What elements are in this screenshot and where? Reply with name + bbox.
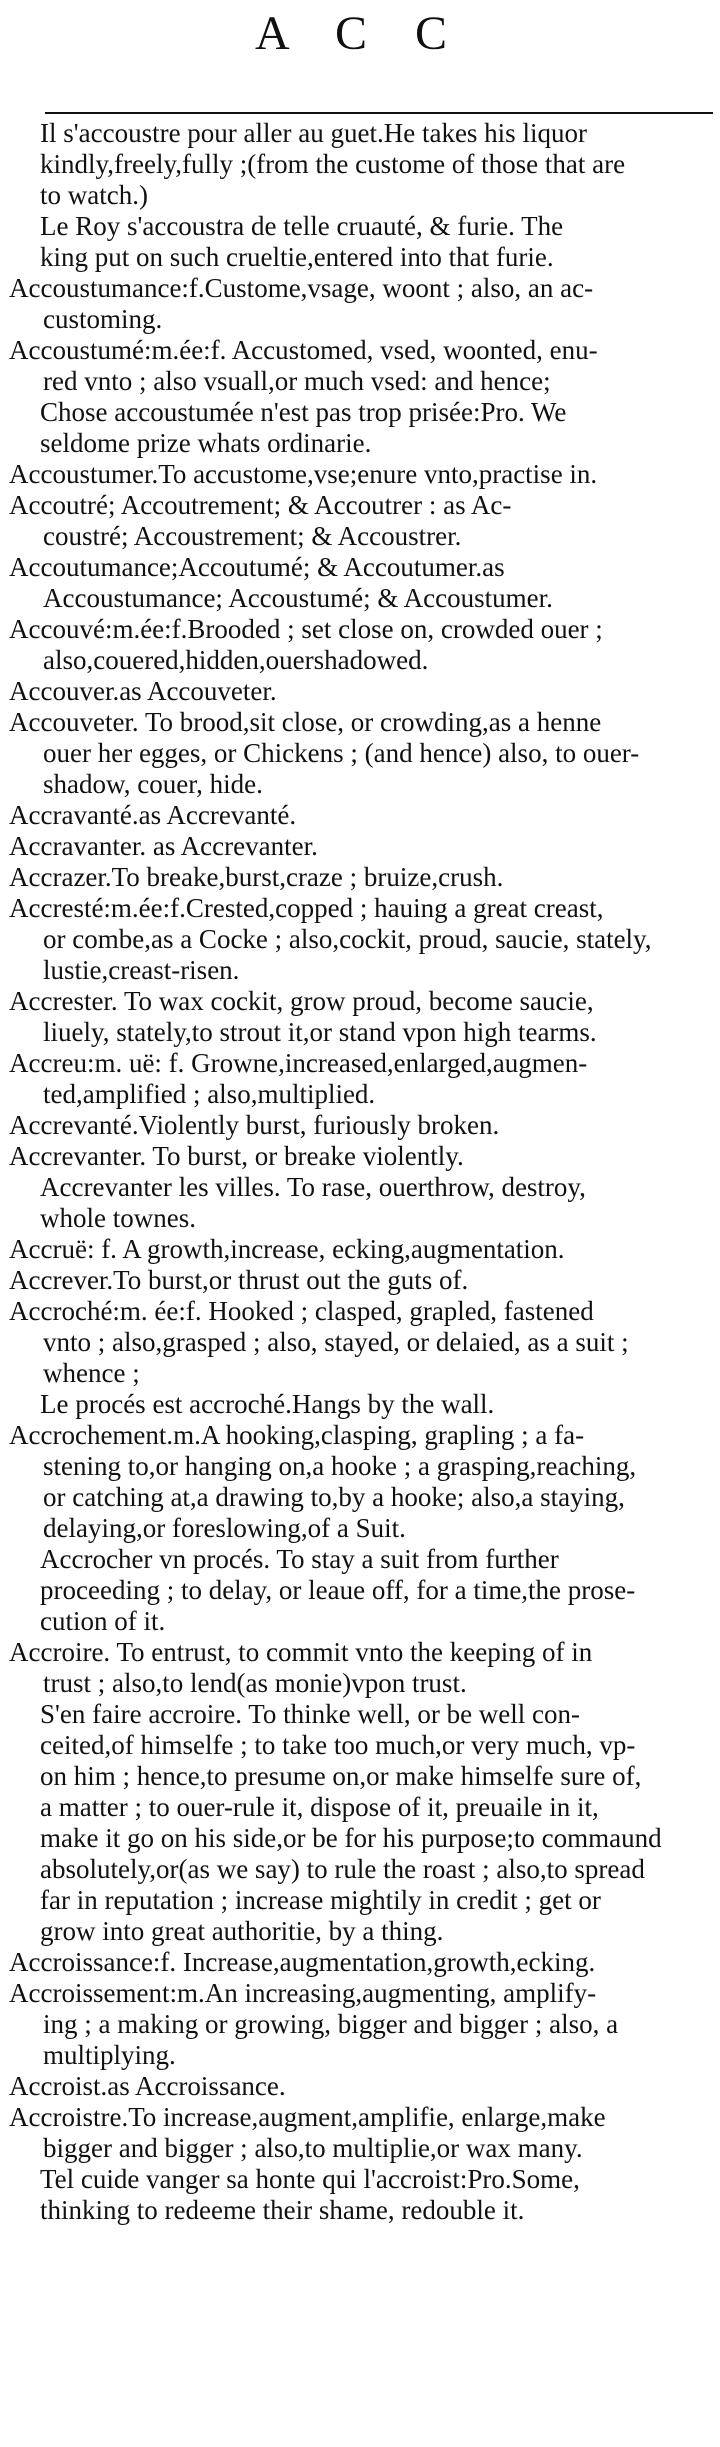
entry-headline: S'en faire accroire. To thinke well, or be well con- [40, 1699, 581, 1729]
entry-continuation: cution of it. [40, 1606, 166, 1636]
entry-headline: Le procés est accroché.Hangs by the wall. [40, 1389, 495, 1419]
entry-headline: Accresté:m.ée:f.Crested,copped ; hauing a great creast, [9, 893, 604, 923]
dictionary-entry [0, 335, 720, 397]
entry-continuation: a matter ; to ouer-rule it, dispose of it, preuaile in it, [40, 1792, 599, 1822]
dictionary-entry [0, 1947, 720, 1978]
sub-entry [0, 1699, 720, 1947]
entry-headline: Accrocher vn procés. To stay a suit from further [40, 1544, 559, 1574]
dictionary-entry [0, 614, 720, 676]
entry-headline: Accrevanter. To burst, or breake violently. [9, 1141, 464, 1171]
entry-headline: Accrazer.To breake,burst,craze ; bruize,crush. [9, 862, 504, 892]
entry-continuation: stening to,or hanging on,a hooke ; a grasping,reaching, [43, 1451, 637, 1481]
entry-headline: Accrochement.m.A hooking,clasping, grapling ; a fa- [9, 1420, 585, 1450]
entry-continuation: or combe,as a Cocke ; also,cockit, proud, saucie, stately, [43, 924, 652, 954]
entry-continuation: ing ; a making or growing, bigger and bigger ; also, a [43, 2009, 619, 2039]
dictionary-entry [0, 676, 720, 707]
dictionary-entry [0, 1048, 720, 1110]
entry-continuation: ceited,of himselfe ; to take too much,or very much, vp- [40, 1730, 636, 1760]
dictionary-entry [0, 831, 720, 862]
entry-headline: Tel cuide vanger sa honte qui l'accroist:Pro.Some, [40, 2164, 580, 2194]
entry-continuation: absolutely,or(as we say) to rule the roast ; also,to spread [40, 1854, 645, 1884]
dictionary-entry [0, 862, 720, 893]
entry-headline: Chose accoustumée n'est pas trop prisée:Pro. We [40, 397, 567, 427]
dictionary-entry [0, 1978, 720, 2071]
entry-headline: Accroissance:f. Increase,augmentation,growth,ecking. [9, 1947, 596, 1977]
entry-headline: Accoutumance;Accoutumé; & Accoutumer.as [9, 552, 505, 582]
entry-continuation: or catching at,a drawing to,by a hooke; also,a staying, [43, 1482, 625, 1512]
entry-continuation: king put on such crueltie,entered into that furie. [40, 242, 554, 272]
sub-entry [0, 2164, 720, 2226]
entry-headline: Accoustumé:m.ée:f. Accustomed, vsed, woonted, enu- [9, 335, 598, 365]
sub-entry [0, 118, 720, 211]
entry-continuation: delaying,or foreslowing,of a Suit. [43, 1513, 406, 1543]
entry-continuation: seldome prize whats ordinarie. [40, 428, 372, 458]
entry-continuation: trust ; also,to lend(as monie)vpon trust. [43, 1668, 467, 1698]
entry-headline: Accroist.as Accroissance. [9, 2071, 286, 2101]
dictionary-entry [0, 552, 720, 614]
entry-continuation: ouer her egges, or Chickens ; (and hence) also, to ouer- [43, 738, 640, 768]
entry-headline: Accouveter. To brood,sit close, or crowding,as a henne [9, 707, 602, 737]
dictionary-entry [0, 490, 720, 552]
sub-entry [0, 1389, 720, 1420]
page-header: A C C [254, 7, 466, 60]
dictionary-entry [0, 1637, 720, 1699]
dictionary-entry [0, 1296, 720, 1389]
entry-headline: Accrester. To wax cockit, grow proud, become saucie, [9, 986, 594, 1016]
entry-continuation: make it go on his side,or be for his purpose;to commaund [40, 1823, 662, 1853]
entry-continuation: liuely, stately,to strout it,or stand vpon high tearms. [43, 1017, 597, 1047]
dictionary-entry [0, 273, 720, 335]
dictionary-entry [0, 459, 720, 490]
entry-continuation: kindly,freely,fully ;(from the custome of those that are [40, 149, 626, 179]
dictionary-entry [0, 986, 720, 1048]
entry-list [0, 118, 720, 2226]
entry-continuation: thinking to redeeme their shame, redouble it. [40, 2195, 525, 2225]
sub-entry [0, 211, 720, 273]
dictionary-entry [0, 1234, 720, 1265]
entry-headline: Accreu:m. uë: f. Growne,increased,enlarged,augmen- [9, 1048, 588, 1078]
dictionary-entry [0, 2102, 720, 2164]
entry-continuation: also,couered,hidden,ouershadowed. [43, 645, 429, 675]
entry-continuation: shadow, couer, hide. [43, 769, 263, 799]
entry-headline: Accoustumer.To accustome,vse;enure vnto,practise in. [9, 459, 598, 489]
dictionary-entry [0, 1420, 720, 1544]
entry-headline: Accouver.as Accouveter. [9, 676, 277, 706]
header-rule [45, 112, 713, 114]
dictionary-entry [0, 893, 720, 986]
entry-headline: Accoustumance:f.Custome,vsage, woont ; also, an ac- [9, 273, 594, 303]
dictionary-entry [0, 2071, 720, 2102]
entry-headline: Accravanté.as Accrevanté. [9, 800, 297, 830]
entry-continuation: on him ; hence,to presume on,or make himselfe sure of, [40, 1761, 642, 1791]
entry-continuation: multiplying. [43, 2040, 176, 2070]
entry-continuation: Accoustumance; Accoustumé; & Accoustumer. [43, 583, 553, 613]
sub-entry [0, 1172, 720, 1234]
entry-headline: Accravanter. as Accrevanter. [9, 831, 318, 861]
entry-headline: Accroché:m. ée:f. Hooked ; clasped, grapled, fastened [9, 1296, 594, 1326]
dictionary-entry [0, 800, 720, 831]
entry-continuation: ted,amplified ; also,multiplied. [43, 1079, 376, 1109]
entry-headline: Accrever.To burst,or thrust out the guts of. [9, 1265, 469, 1295]
entry-continuation: customing. [43, 304, 163, 334]
entry-continuation: proceeding ; to delay, or leaue off, for a time,the prose- [40, 1575, 636, 1605]
entry-continuation: grow into great authoritie, by a thing. [40, 1916, 444, 1946]
entry-headline: Accroissement:m.An increasing,augmenting, amplify- [9, 1978, 597, 2008]
entry-headline: Le Roy s'accoustra de telle cruauté, & furie. The [40, 211, 564, 241]
entry-continuation: lustie,creast-risen. [43, 955, 240, 985]
entry-headline: Accroistre.To increase,augment,amplifie, enlarge,make [9, 2102, 606, 2132]
entry-headline: Accrevanter les villes. To rase, ouerthrow, destroy, [40, 1172, 586, 1202]
entry-continuation: bigger and bigger ; also,to multiplie,or wax many. [43, 2133, 583, 2163]
entry-continuation: vnto ; also,grasped ; also, stayed, or delaied, as a suit ; [43, 1327, 629, 1357]
dictionary-entry [0, 1265, 720, 1296]
entry-continuation: whence ; [43, 1358, 140, 1388]
entry-continuation: red vnto ; also vsuall,or much vsed: and hence; [43, 366, 551, 396]
dictionary-entry [0, 1110, 720, 1141]
entry-headline: Accouvé:m.ée:f.Brooded ; set close on, crowded ouer ; [9, 614, 603, 644]
entry-headline: Accroire. To entrust, to commit vnto the keeping of in [9, 1637, 593, 1667]
entry-headline: Accoutré; Accoutrement; & Accoutrer : as Ac- [9, 490, 512, 520]
sub-entry [0, 1544, 720, 1637]
entry-headline: Accrevanté.Violently burst, furiously broken. [9, 1110, 500, 1140]
entry-continuation: coustré; Accoustrement; & Accoustrer. [43, 521, 462, 551]
sub-entry [0, 397, 720, 459]
dictionary-entry [0, 1141, 720, 1172]
entry-headline: Accruë: f. A growth,increase, ecking,augmentation. [9, 1234, 565, 1264]
dictionary-entry [0, 707, 720, 800]
entry-continuation: whole townes. [40, 1203, 196, 1233]
entry-continuation: far in reputation ; increase mightily in credit ; get or [40, 1885, 601, 1915]
entry-headline: Il s'accoustre pour aller au guet.He takes his liquor [40, 118, 587, 148]
entry-continuation: to watch.) [40, 180, 148, 210]
